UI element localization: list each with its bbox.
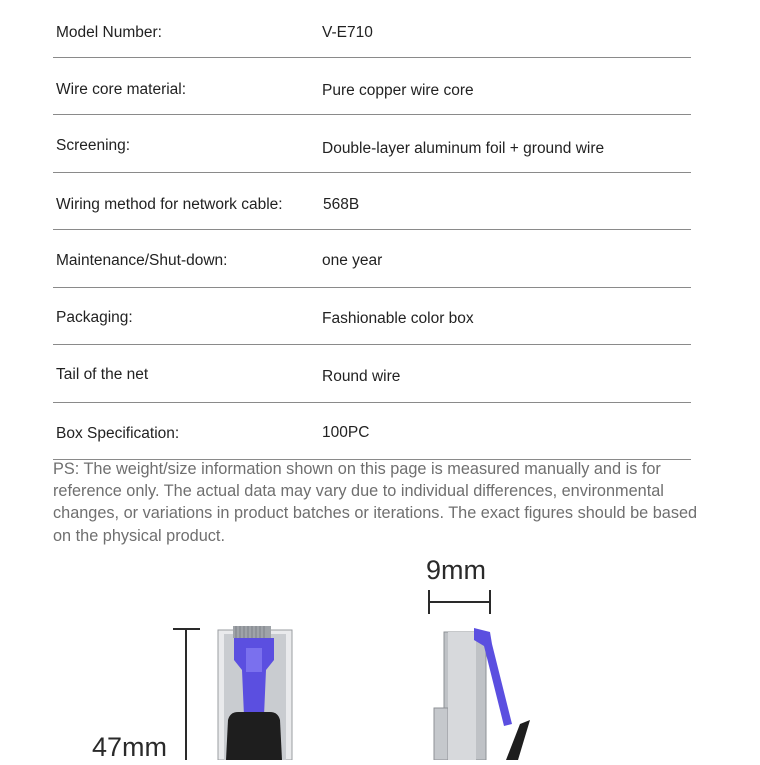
spec-label: Packaging: <box>56 308 133 326</box>
height-dimension-line <box>173 629 200 760</box>
spec-value: Double-layer aluminum foil + ground wire <box>322 140 605 157</box>
side-view-connector <box>434 628 530 760</box>
width-dimension-line <box>429 590 490 614</box>
connector-drawing <box>0 548 760 760</box>
front-view-connector <box>218 626 292 760</box>
width-dimension-label: 9mm <box>426 555 486 585</box>
spec-row <box>53 0 691 58</box>
spec-row <box>53 345 691 403</box>
spec-row <box>53 58 691 116</box>
connector-dimension-diagram <box>0 548 760 760</box>
spec-value: 568B <box>323 195 360 213</box>
spec-label: Model Number: <box>56 24 162 41</box>
spec-label: Wiring method for network cable: <box>56 195 283 213</box>
spec-value: Pure copper wire core <box>322 81 474 99</box>
spec-row <box>53 115 691 173</box>
spec-row <box>53 230 691 288</box>
spec-value: Fashionable color box <box>322 309 474 327</box>
spec-value: one year <box>322 252 383 269</box>
spec-label: Box Specification: <box>56 424 180 442</box>
spec-label: Wire core material: <box>56 80 187 98</box>
spec-row <box>53 403 691 461</box>
spec-label: Tail of the net <box>56 366 149 383</box>
spec-value: V-E710 <box>322 24 373 41</box>
spec-value: Round wire <box>322 368 401 385</box>
spec-value: 100PC <box>322 423 370 441</box>
disclaimer-note: PS: The weight/size information shown on this page is measured manually and is for reference only. The actual data may vary due to individual differences, environmental changes, or variations in product batches or iterations. The exact figures should be based on the physical product. <box>53 460 698 545</box>
height-dimension-label: 47mm <box>92 732 168 762</box>
spec-label: Maintenance/Shut-down: <box>56 252 228 269</box>
spec-table <box>53 0 691 460</box>
spec-row <box>53 173 691 231</box>
spec-label: Screening: <box>56 137 131 154</box>
spec-row <box>53 288 691 346</box>
